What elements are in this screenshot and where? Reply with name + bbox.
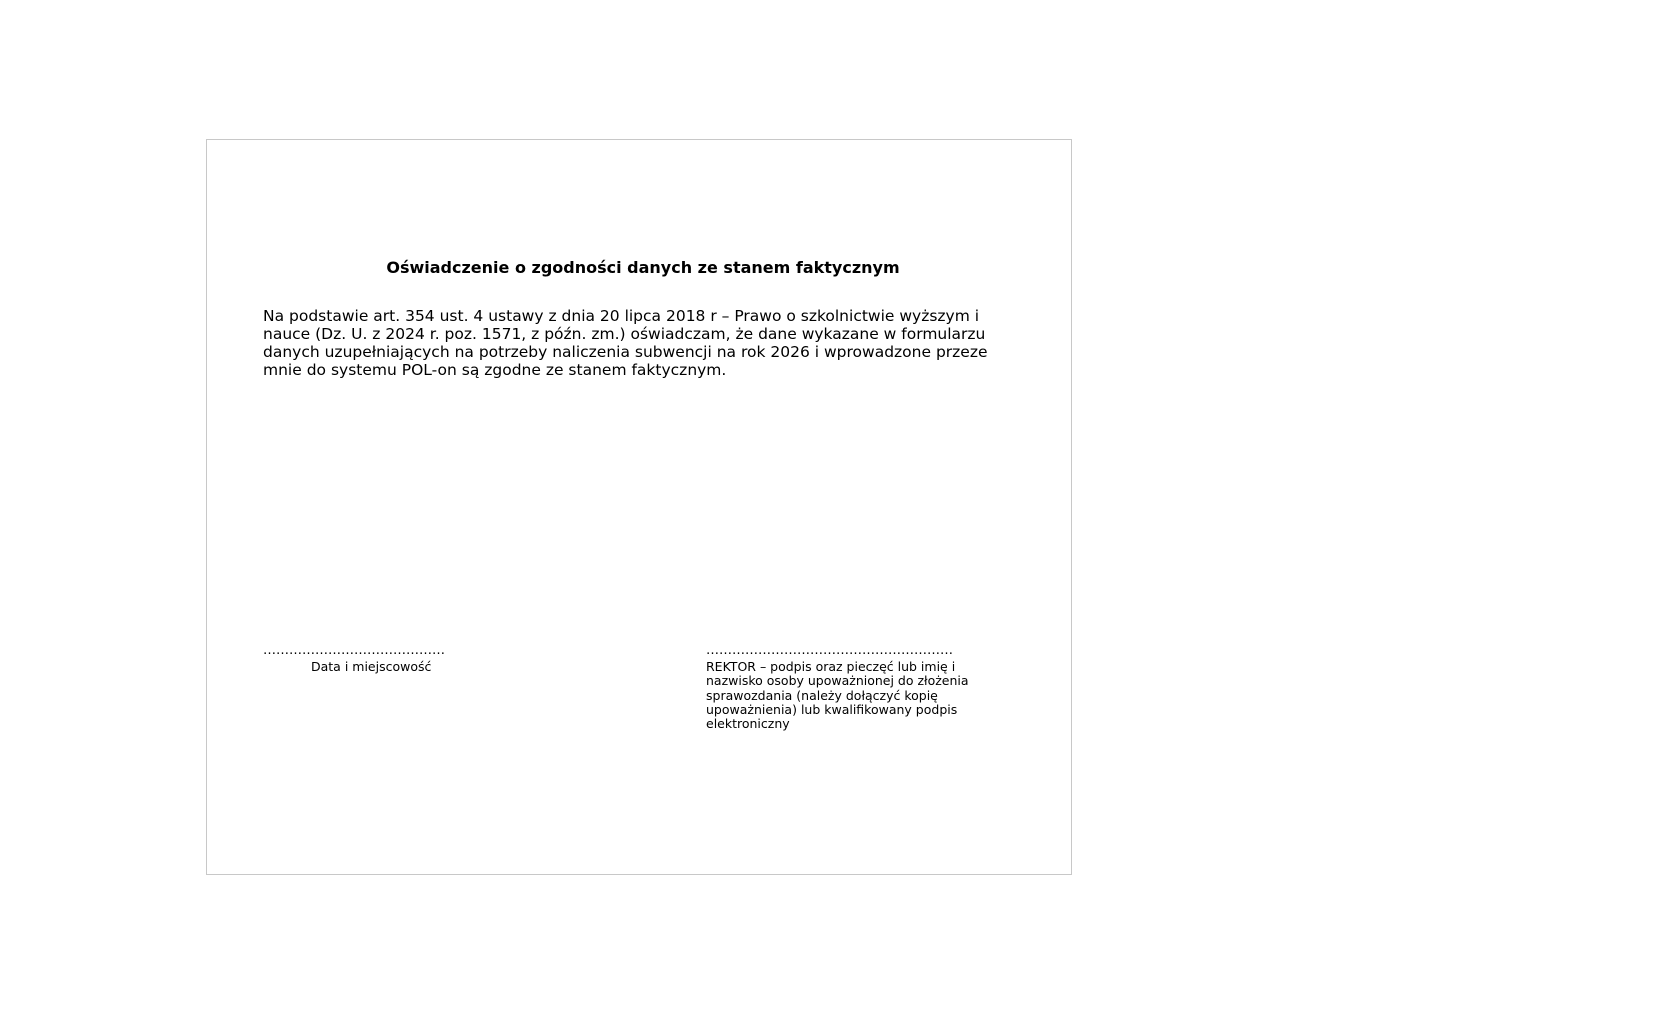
date-place-signature-block	[263, 644, 493, 674]
document-page	[206, 139, 1072, 875]
date-place-dotted-line: ……………………………………	[263, 643, 445, 658]
declaration-text: Na podstawie art. 354 ust. 4 ustawy z dnia 20 lipca 2018 r – Prawo o szkolnictwie wyższym i nauce (Dz. U. z 2024 r. poz. 1571, z późn. zm.) oświadczam, że dane wykazane w formularzu danych uzupełniających na potrzeby naliczenia subwencji na rok 2026 i wprowadzone przeze mnie do systemu POL-on są zgodne ze stanem faktycznym.	[263, 307, 988, 379]
rector-signature-block	[706, 644, 1006, 731]
date-place-caption: Data i miejscowość	[311, 659, 432, 674]
rector-dotted-line: …………………………………………………	[706, 643, 953, 658]
rector-signature-caption: REKTOR – podpis oraz pieczęć lub imię i nazwisko osoby upoważnionej do złożenia sprawozdania (należy dołączyć kopię upoważnienia) lub kwalifikowany podpis elektroniczny	[706, 659, 969, 732]
document-title: Oświadczenie o zgodności danych ze stanem faktycznym	[386, 258, 900, 277]
